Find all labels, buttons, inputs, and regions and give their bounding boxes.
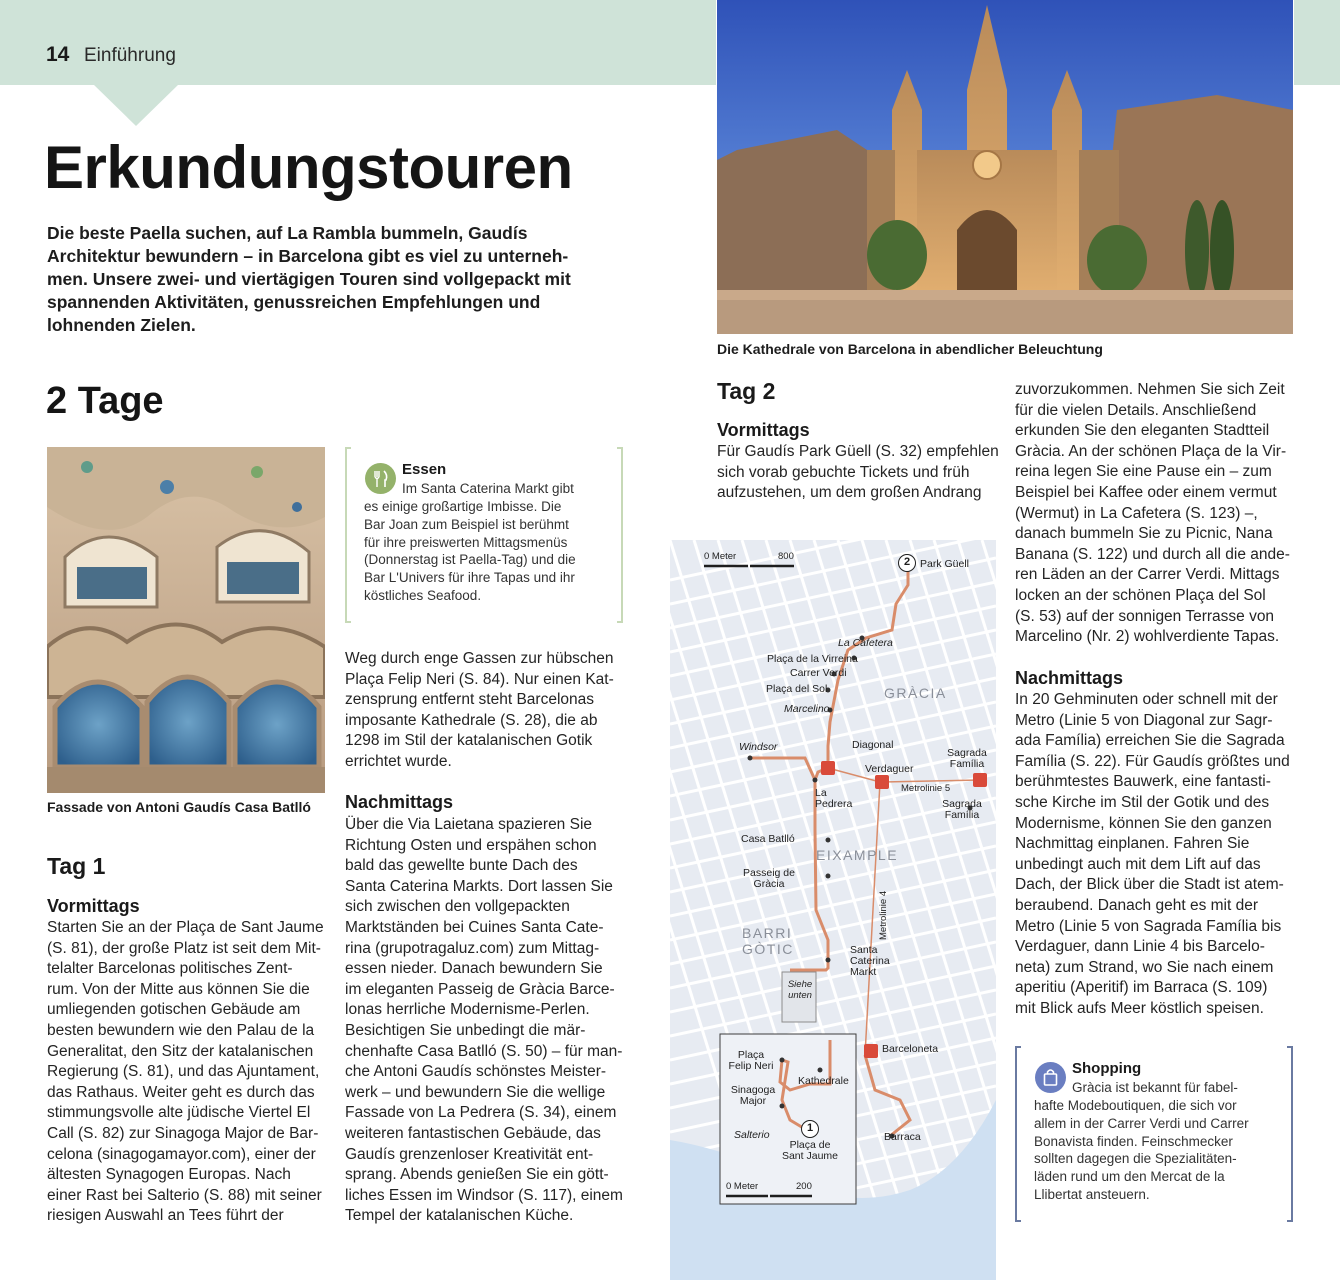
district-gracia: GRÀCIA (884, 685, 947, 701)
district-eixample: EIXAMPLE (816, 847, 899, 863)
map-label-salterio: Salterio (734, 1129, 770, 1141)
tip-box-shopping (1015, 1046, 1293, 1222)
photo-cathedral (717, 0, 1293, 334)
map-label-santa-caterina: Santa Caterina Markt (850, 944, 890, 978)
scale-top-right: 800 (778, 551, 794, 562)
map-label-barraca: Barraca (884, 1131, 921, 1143)
map-label-marcelino: Marcelino (784, 703, 830, 715)
metro-station-verdaguer (875, 775, 889, 789)
tag2-heading: Tag 2 (717, 378, 776, 404)
shopping-bag-icon (1035, 1062, 1066, 1093)
map-label-verdaguer: Verdaguer (865, 763, 914, 775)
district-barri-gotic-1: BARRI (742, 925, 793, 941)
fork-knife-icon (365, 463, 396, 494)
tip-title: Essen (402, 461, 447, 478)
tag1-nachmittags-text: Über die Via Laietana spazieren Sie Richtung Osten und erspähen schon bald das gewellte bunte Dach des Santa Caterina Markts. Dort lassen Sie sich zwischen den vollgepackten Marktständen bei Cuines Santa Cate- rina (grupotragaluz.com) zum Mittag- essen nieder. Danach bewundern Sie im eleganten Passeig de Gràcia Barce- lonas herrliche Modernisme-Perlen. Besichtigen Sie unbedingt die mär- chenhafte Casa Batlló (S. 50) – für man- che Antoni Gaudís schönstes Meister- werk – und bewundern Sie die wellige Fassade von La Pedrera (S. 34), einem weiteren fantastischen Gebäude, das Gaudís grenzenloser Kreativität ent- sprang. Abends genießen Sie ein gött- liches Essen im Windsor (S. 117), einem Tempel der katalanischen Küche. (345, 816, 623, 1225)
metro-station-diagonal (821, 761, 835, 775)
map-label-carrer-verdi: Carrer Verdi (790, 667, 847, 679)
district-barri-gotic-2: GÒTIC (742, 941, 794, 957)
map-canvas (670, 540, 996, 1280)
map-label-placa-virreina: Plaça de la Virreina (767, 653, 858, 665)
tip-text-first: Im Santa Caterina Markt gibt (402, 481, 574, 496)
scale-top-left: 0 Meter (704, 551, 737, 562)
header-band (0, 0, 716, 85)
section-heading-days: 2 Tage (46, 380, 164, 422)
map-label-placa-felip-neri: Plaça Felip Neri (728, 1049, 774, 1072)
route-map (670, 540, 996, 1280)
map-label-passeig-gracia: Passeig de Gràcia (743, 867, 795, 890)
metro-station-sagrada (973, 773, 987, 787)
map-label-sagrada-familia: Sagrada Família (942, 798, 982, 821)
map-label-sagrada-familia-metro: Sagrada Família (947, 747, 987, 770)
marker-day-2: 2 (898, 554, 916, 572)
tag1-nachmittags-heading: Nachmittags (345, 792, 454, 812)
map-label-sinagoga-major: Sinagoga Major (730, 1084, 776, 1107)
map-label-metrolinie-4: Metrolinie 4 (878, 890, 889, 940)
map-label-kathedrale: Kathedrale (798, 1075, 849, 1087)
header-band-right (1294, 0, 1340, 85)
map-label-siehe-unten: Siehe unten (787, 979, 813, 1001)
section-name: Einführung (84, 45, 176, 66)
map-label-diagonal: Diagonal (852, 739, 894, 751)
map-label-windsor: Windsor (739, 741, 778, 753)
map-label-barceloneta: Barceloneta (882, 1043, 939, 1055)
map-label-placa-sant-jaume: Plaça de Sant Jaume (781, 1139, 839, 1162)
tip-bracket-left (1015, 1046, 1021, 1222)
map-label-la-pedrera: La Pedrera (815, 787, 853, 810)
lead-paragraph: Die beste Paella suchen, auf La Rambla bummeln, Gaudís Architektur bewundern – in Barcelona gibt es viel zu unterneh- men. Unsere zwei- und viertägigen Touren sind vollgepackt mit spannenden Aktivitäten, genussreichen Empfehlungen und lohnenden Zielen. (47, 223, 571, 335)
marker-day-1: 1 (801, 1120, 819, 1138)
tag2-vormittags-text: Für Gaudís Park Güell (S. 32) empfehlen sich vorab gebuchte Tickets und früh aufzustehen, um dem großen Andrang (717, 443, 999, 502)
tip-text: hafte Modeboutiquen, die sich vor allem in der Carrer Verdi und Carrer Bonavista finden. Feinschmecker sollten dagegen die Spezialitäten- läden rund um den Mercat de la Llibertat ansteuern. (1034, 1098, 1249, 1202)
map-label-la-cafetera: La Cafetera (838, 637, 893, 649)
caption-cathedral: Die Kathedrale von Barcelona in abendlicher Beleuchtung (717, 341, 1103, 357)
tag2-vormittags-heading: Vormittags (717, 420, 810, 440)
map-label-casa-batllo: Casa Batlló (741, 833, 795, 845)
tip-bracket-left (345, 447, 351, 623)
scale-inset-left: 0 Meter (726, 1181, 759, 1192)
tip-text-first: Gràcia ist bekannt für fabel- (1072, 1080, 1238, 1095)
metro-station-barceloneta (864, 1044, 878, 1058)
tag2-nachmittags-text: In 20 Gehminuten oder schnell mit der Metro (Linie 5 von Diagonal zur Sagr- ada Família) erreichen Sie die Sagrada Família (S. 22). Für Gaudís größtes und berühmtestes Bauwerk, eine fantasti- sche Kirche im Stil der Gotik und des Modernisme, können Sie den ganzen Nachmittag einplanen. Fahren Sie unbedingt auch mit dem Lift auf das Dach, der Blick über die Stadt ist atem- beraubend. Danach geht es mit der Metro (Linie 5 von Sagrada Família bis Verdaguer, dann Linie 4 bis Barcelo- neta) zum Strand, wo Sie nach einem aperitiu (Aperitif) im Barraca (S. 109) mit Blick aufs Meer köstlich speisen. (1015, 691, 1290, 1017)
page-number: 14 (46, 43, 70, 66)
scale-inset-right: 200 (796, 1181, 812, 1192)
tag2-nachmittags-heading: Nachmittags (1015, 668, 1124, 688)
tag1-vormittags-heading: Vormittags (47, 896, 140, 916)
map-label-metrolinie-5: Metrolinie 5 (901, 783, 951, 794)
map-label-park-guell: Park Güell (920, 558, 970, 570)
tip-title: Shopping (1072, 1060, 1142, 1077)
page-title: Erkundungstouren (44, 134, 573, 201)
header-notch (93, 84, 179, 126)
tag1-heading: Tag 1 (47, 853, 106, 879)
tag1-continuation: Weg durch enge Gassen zur hübschen Plaça Felip Neri (S. 84). Nur einen Kat- zensprung entfernt steht Barcelonas imposante Kathedrale (S. 28), die ab 1298 im Stil der katalanischen Gotik errichtet wurde. (345, 650, 614, 770)
tip-bracket-right (1287, 1046, 1293, 1222)
tip-box-essen (345, 447, 623, 623)
tag2-continuation: zuvorzukommen. Nehmen Sie sich Zeit für die vielen Details. Anschließend erkunden Sie den eleganten Stadtteil Gràcia. An der schönen Plaça de la Vir- reina legen Sie eine Pause ein – zum Beispiel bei Kaffee oder einem vermut (Wermut) in La Cafetera (S. 123) –, danach bummeln Sie zu Picnic, Nana Banana (S. 122) und durch all die ande- ren Läden an der Carrer Verdi. Mittags locken an der schönen Plaça del Sol (S. 53) auf der sonnigen Terrasse von Marcelino (Nr. 2) wohlverdiente Tapas. (1015, 381, 1290, 646)
photo-casa-batllo (47, 447, 325, 793)
caption-casa-batllo: Fassade von Antoni Gaudís Casa Batlló (47, 799, 311, 815)
tag1-vormittags-text: Starten Sie an der Plaça de Sant Jaume (S. 81), der große Platz ist seit dem Mit- telalter Barcelonas politisches Zent- rum. Von der Mitte aus können Sie die umliegenden gotischen Gebäude am besten bewundern wie den Palau de la Generalitat, den Sitz der katalanischen Regierung (S. 81), und das Ajuntament, das Rathaus. Weiter geht es durch das stimmungsvolle alte jüdische Viertel El Call (S. 82) zur Sinagoga Major de Bar- celona (sinagogamayor.com), einer der ältesten Synagogen Europas. Nach einer Rast bei Salterio (S. 88) mit seiner riesigen Auswahl an Tees führt der (47, 919, 324, 1225)
tip-text: es einige großartige Imbisse. Die Bar Joan zum Beispiel ist berühmt für ihre preiswerten Mittagsmenüs (Donnerstag ist Paella-Tag) und die Bar L'Univers für ihre Tapas und ihr köstliches Seafood. (364, 499, 576, 603)
map-label-placa-sol: Plaça del Sol (766, 683, 828, 695)
tip-bracket-right (617, 447, 623, 623)
